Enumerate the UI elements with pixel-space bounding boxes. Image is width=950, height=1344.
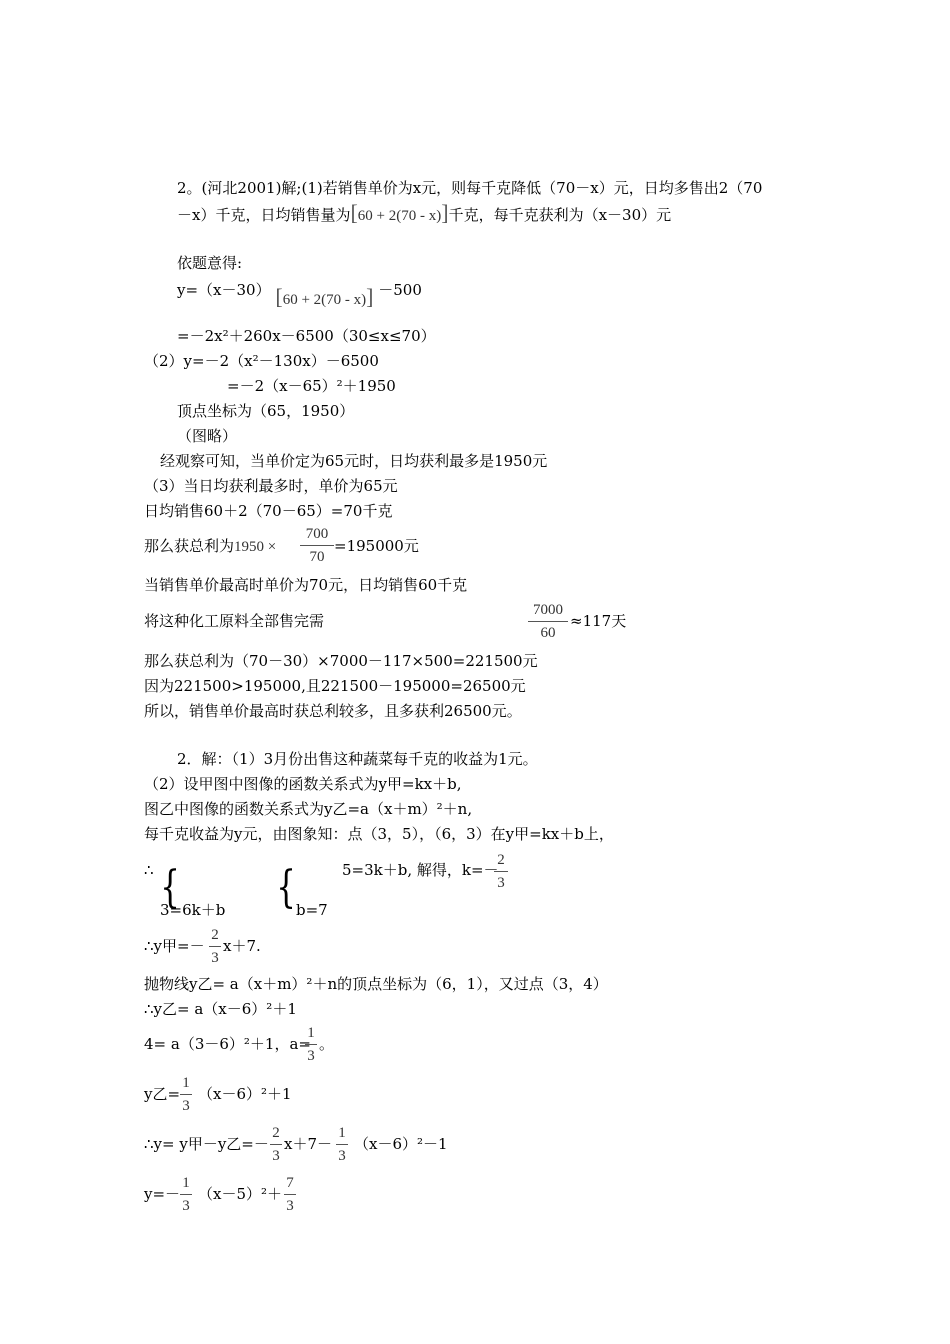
- s1-line-4-math: 60 + 2(70 - x): [282, 292, 367, 308]
- frac-bar: [305, 1044, 317, 1045]
- s2-line-11-c: （x－6）²－1: [354, 1135, 448, 1153]
- frac-den: 3: [307, 1048, 315, 1064]
- fraction-7-3: [284, 1173, 296, 1216]
- s1-line-18: 所以，销售单价最高时获总利较多，且多获利26500元。: [144, 702, 522, 720]
- s1-line-13-math: 1950 ×: [234, 539, 277, 555]
- fraction-1-3-a: [305, 1023, 317, 1066]
- left-brace-2: {: [276, 862, 296, 913]
- frac-den: 3: [211, 950, 219, 966]
- s2-line-6: ∴y甲=－: [144, 937, 205, 955]
- s2-line-7: 抛物线y乙= a（x＋m）²＋n的顶点坐标为（6，1），又过点（3，4）: [144, 975, 608, 993]
- frac-num: 1: [182, 1175, 190, 1191]
- s2-line-1: 2．解：（1）3月份出售这种蔬菜每千克的收益为1元。: [177, 750, 538, 768]
- s1-line-16: 那么获总利为（70－30）×7000－117×500=221500元: [144, 652, 538, 670]
- frac-bar: [209, 946, 221, 947]
- s1-line-14: 当销售单价最高时单价为70元，日均销售60千克: [144, 576, 468, 594]
- frac-den: 3: [182, 1198, 190, 1214]
- bracket-left: [: [350, 200, 358, 225]
- s1-line-2: [177, 200, 672, 226]
- frac-num: 1: [307, 1025, 315, 1041]
- s2-line-9: 4= a（3－6）²＋1，a=: [144, 1035, 311, 1053]
- s1-line-11: （3）当日均获利最多时，单价为65元: [144, 477, 398, 495]
- s1-line-6: （2）y=－2（x²－130x）－6500: [144, 352, 379, 370]
- s1-line-12: 日均销售60＋2（70－65）=70千克: [144, 502, 393, 520]
- s2-line-10-b: （x－6）²＋1: [198, 1085, 292, 1103]
- frac-den: 3: [182, 1098, 190, 1114]
- s2-line-11-b: x＋7－: [284, 1135, 333, 1153]
- frac-num: 1: [182, 1075, 190, 1091]
- s1-line-17: 因为221500>195000,且221500－195000=26500元: [144, 677, 526, 695]
- s2-line-12: y=－: [144, 1185, 181, 1203]
- frac-bar: [300, 545, 334, 546]
- frac-bar: [180, 1094, 192, 1095]
- frac-num: 2: [272, 1125, 280, 1141]
- fraction-1-3-b: [180, 1073, 192, 1116]
- frac-den: 3: [286, 1198, 294, 1214]
- s1-line-15-result: ≈117天: [570, 612, 627, 630]
- frac-bar: [270, 1144, 282, 1145]
- bracket-left-2: [: [275, 284, 283, 309]
- s1-line-1: 2。(河北2001)解;(1)若销售单价为x元，则每千克降低（70－x）元，日均多售出2（70: [177, 179, 763, 197]
- s1-line-13-result: =195000元: [334, 537, 419, 555]
- s1-line-13: [144, 536, 276, 557]
- frac-num: 1: [338, 1125, 346, 1141]
- frac-bar: [494, 871, 508, 872]
- frac-den: 60: [540, 625, 556, 641]
- s1-line-4-text-a: y=（x－30）: [177, 281, 271, 299]
- fraction-700-70: [300, 524, 334, 567]
- fraction-1-3-d: [180, 1173, 192, 1216]
- therefore-symbol: ∴: [144, 861, 154, 879]
- s1-line-13-text-a: 那么获总利为: [144, 537, 235, 555]
- system-bottom-left: 3=6k＋b: [160, 901, 226, 919]
- s2-line-8: ∴y乙= a（x－6）²＋1: [144, 1000, 297, 1018]
- bracket-right-2: ]: [366, 284, 374, 309]
- s1-line-5: =－2x²＋260x－6500（30≤x≤70）: [177, 327, 436, 345]
- s2-line-4: 每千克收益为y元，由图象知：点（3，5），（6，3）在y甲=kx＋b上，: [144, 825, 614, 843]
- frac-bar: [180, 1194, 192, 1195]
- fraction-7000-60: [528, 600, 568, 643]
- frac-num: 7000: [533, 602, 563, 618]
- s1-line-9: （图略）: [177, 427, 238, 445]
- s2-line-10: y乙=: [144, 1085, 181, 1103]
- bracket-right: ]: [441, 200, 449, 225]
- s1-line-15: 将这种化工原料全部售完需: [144, 612, 325, 630]
- s1-line-4-text-b: －500: [378, 281, 422, 299]
- frac-num: 700: [305, 526, 329, 542]
- frac-num: 7: [286, 1175, 294, 1191]
- s1-line-2-text-b: 千克，每千克获利为（x－30）元: [448, 206, 672, 224]
- s1-line-4: [177, 278, 422, 309]
- s1-line-7: =－2（x－65）²＋1950: [227, 377, 396, 395]
- frac-num: 2: [211, 927, 219, 943]
- system-top: 5=3k＋b, 解得，k=－: [342, 861, 499, 879]
- frac-den: 3: [338, 1148, 346, 1164]
- fraction-2-3-a: [494, 850, 508, 893]
- s2-line-12-b: （x－5）²＋: [198, 1185, 283, 1203]
- fraction-1-3-c: [336, 1123, 348, 1166]
- s2-line-2: （2）设甲图中图像的函数关系式为y甲=kx＋b,: [144, 775, 462, 793]
- s1-line-2-math: 60 + 2(70 - x): [357, 208, 442, 224]
- frac-bar: [528, 621, 568, 622]
- frac-bar: [336, 1144, 348, 1145]
- fraction-2-3-c: [270, 1123, 282, 1166]
- s2-line-3: 图乙中图像的函数关系式为y乙=a（x＋m）²＋n,: [144, 800, 473, 818]
- frac-num: 2: [497, 852, 505, 868]
- s1-line-2-text-a: －x）千克，日均销售量为: [177, 206, 351, 224]
- frac-den: 3: [497, 875, 505, 891]
- system-bottom-right: b=7: [296, 901, 328, 919]
- frac-bar: [284, 1194, 296, 1195]
- s1-line-10: 经观察可知，当单价定为65元时，日均获利最多是1950元: [160, 452, 548, 470]
- frac-den: 70: [309, 549, 325, 565]
- frac-den: 3: [272, 1148, 280, 1164]
- s1-line-8: 顶点坐标为（65，1950）: [177, 402, 355, 420]
- left-brace-1: {: [160, 862, 180, 913]
- s2-line-11: ∴y= y甲－y乙=－: [144, 1135, 269, 1153]
- s2-line-6-b: x＋7.: [223, 937, 261, 955]
- s2-line-9-b: 。: [319, 1035, 335, 1053]
- s1-line-3: 依题意得:: [177, 254, 243, 272]
- fraction-2-3-b: [209, 925, 221, 968]
